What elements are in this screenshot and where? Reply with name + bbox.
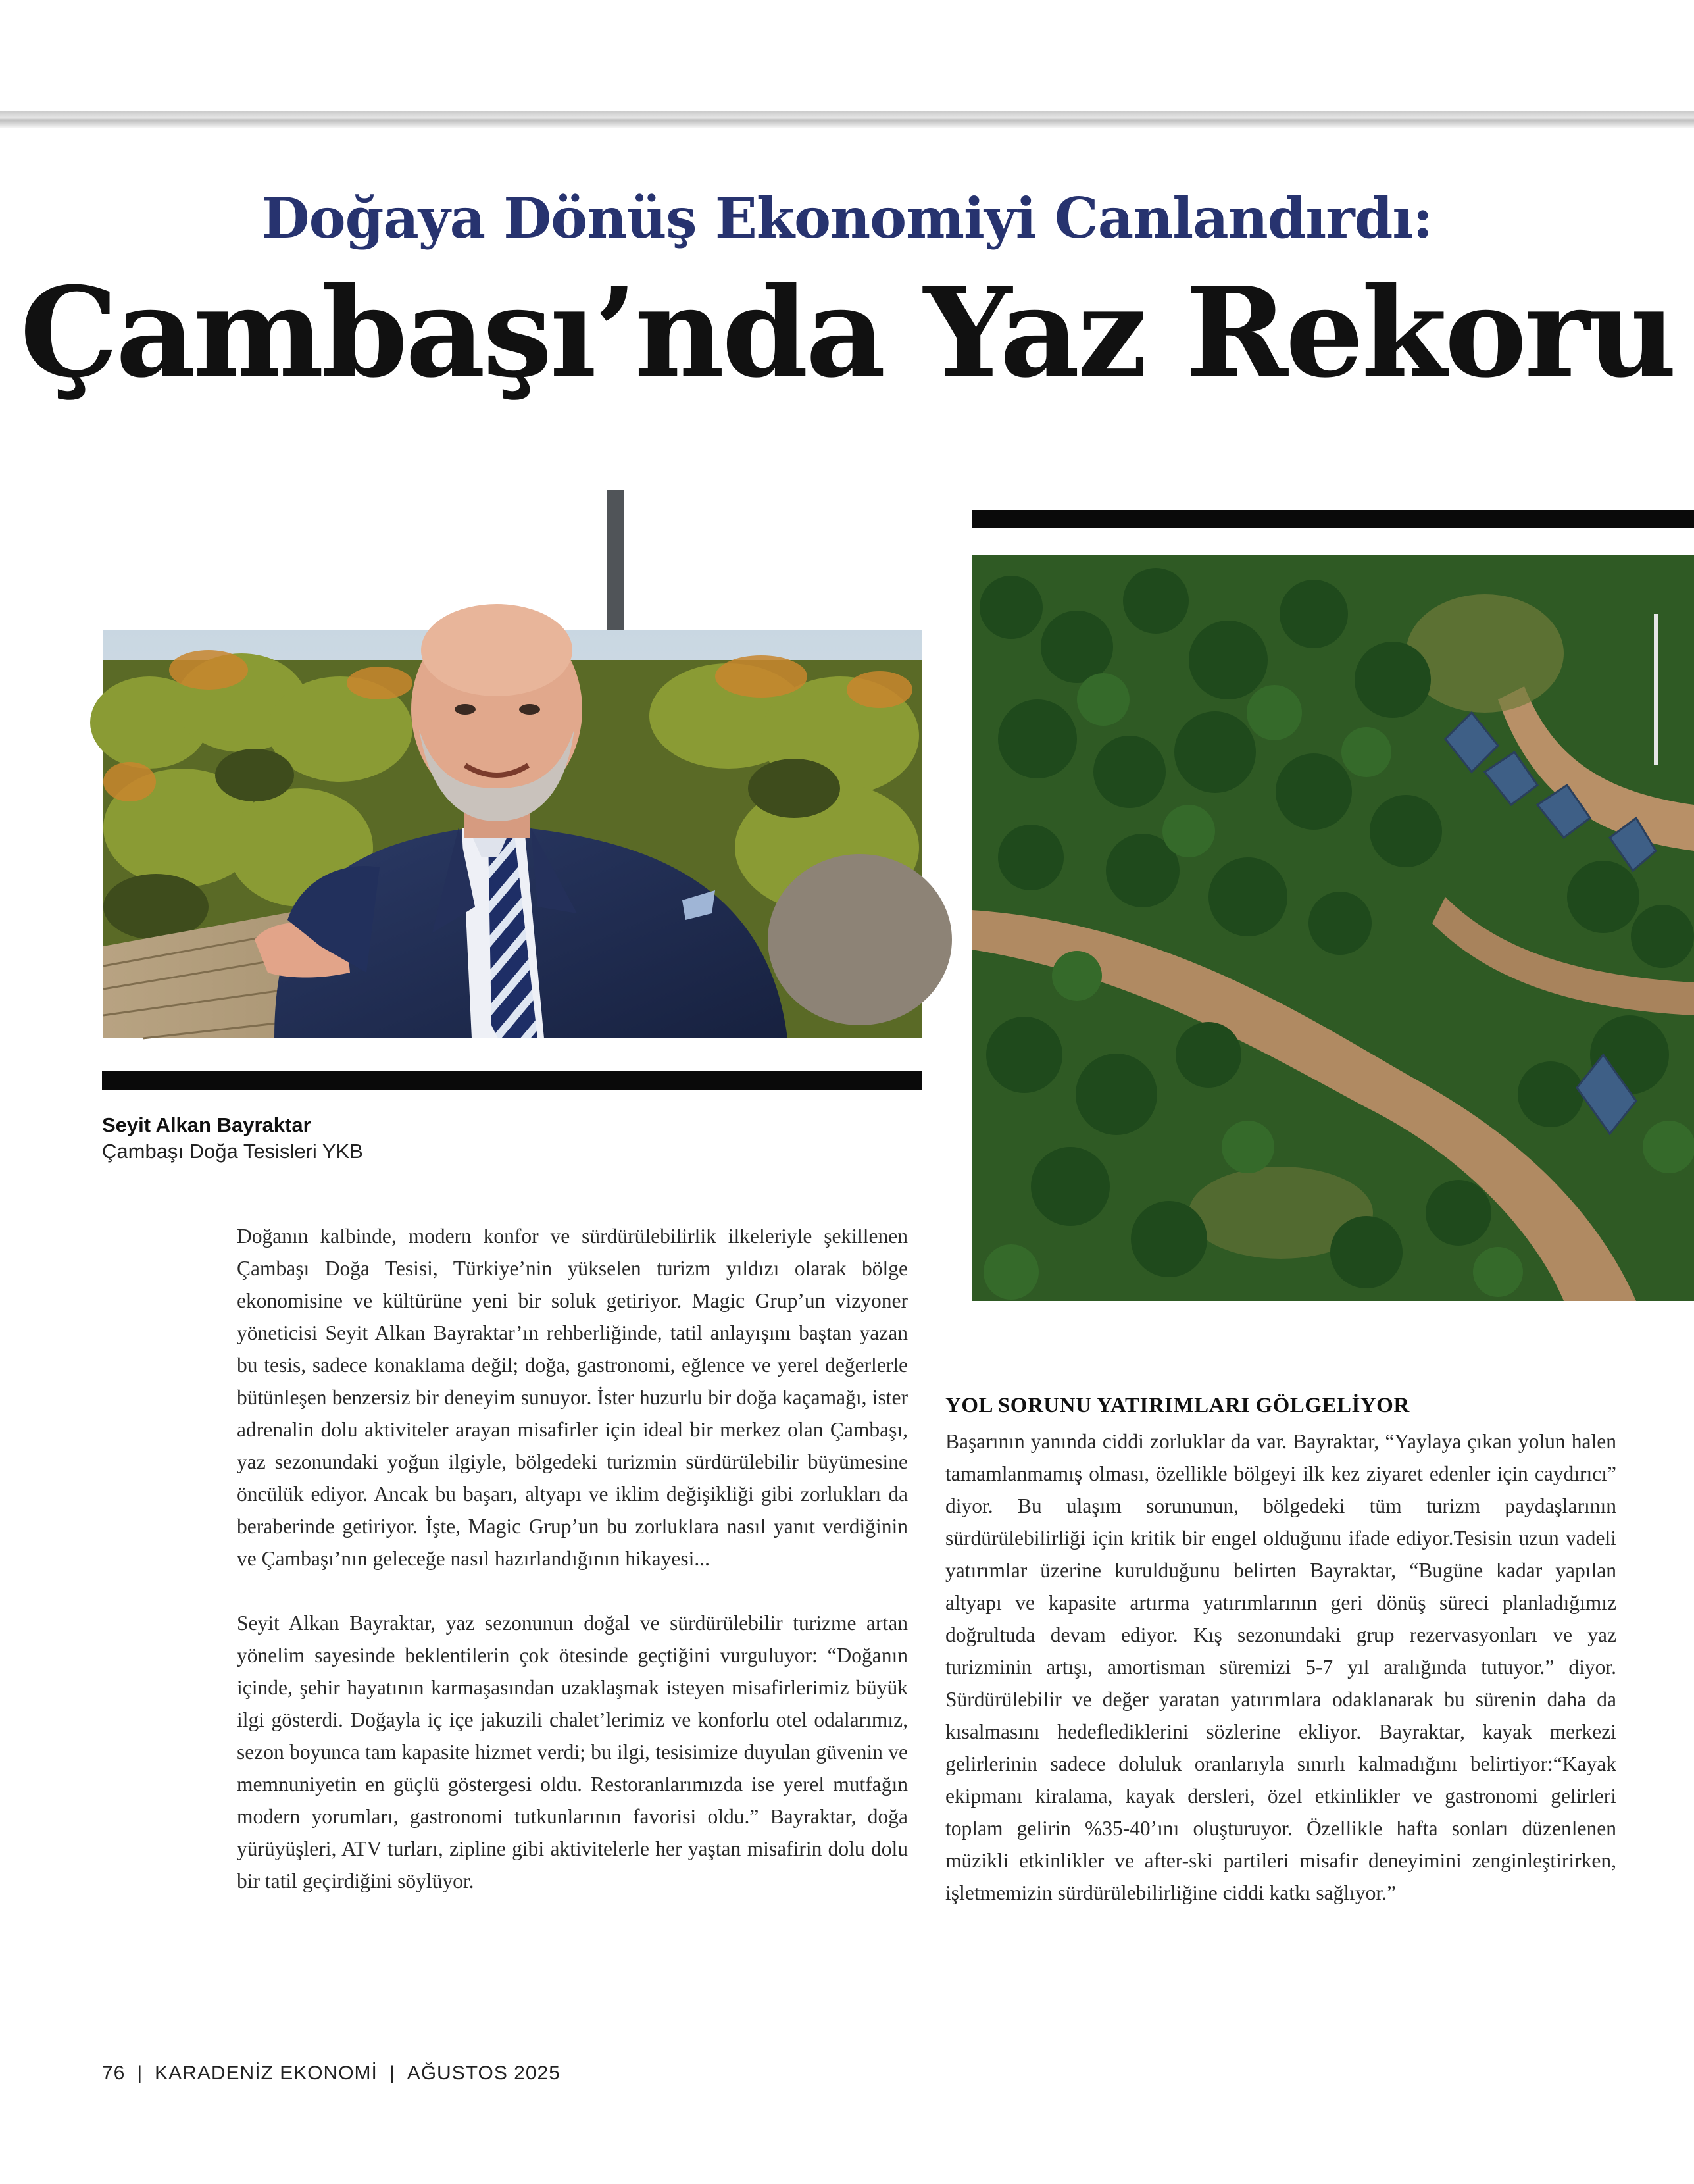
issue-date: AĞUSTOS 2025	[407, 2062, 561, 2084]
article-column-left	[237, 1220, 908, 1897]
photo-rule-right	[972, 510, 1694, 528]
portrait-photo	[103, 630, 922, 1038]
lamp-pole	[607, 490, 624, 632]
aerial-forest-photo	[972, 555, 1694, 1301]
article-paragraph-road: Başarının yanında ciddi zorluklar da var. Bayraktar, “Yaylaya çıkan yolun halen tamamlanmamış olması, özellikle bölgeyi ilk kez ziyaret edenler için caydırıcı” diyor. Bu ulaşım sorununun, bölgedeki tüm turizm paydaşlarının sürdürülebilirliği için kritik bir engel olduğunu ifade ediyor.Tesisin uzun vadeli yatırımlar üzerine kurulduğunu belirten Bayraktar, “Bugüne kadar yapılan altyapı ve kapasite artırma yatırımlarının geri dönüş süreci planladığımız doğrultuda devam ediyor. Kış sezonundaki grup rezervasyonları ve yaz turizminin artışı, amortisman süremizi 5-7 yıl aralığında tutuyor.” diyor. Sürdürülebilir ve değer yaratan yatırımlara odaklanarak bu sürenin daha da kısalmasını hedeflediklerini sözlerine ekliyor. Bayraktar, kayak merkezi gelirlerinin sadece doluluk oranlarıyla sınırlı kalmadığını belirtiyor:“Kayak ekipmanı kiralama, kayak dersleri, özel etkinlikler ve gastronomi gelirleri toplam gelirin %35-40’ını oluşturuyor. Özellikle hafta sonları düzenlenen müzikli etkinlikler ve after-ski partileri misafir deneyimini zenginleştirirken, işletmemizin sürdürülebilirliğine ciddi katkı sağlıyor.”	[945, 1430, 1616, 1904]
footer-separator: |	[389, 2062, 395, 2084]
photo-caption-role: Çambaşı Doğa Tesisleri YKB	[102, 1140, 363, 1163]
article-column-right	[945, 1425, 1616, 1909]
page-number: 76	[102, 2062, 126, 2084]
article-paragraph-quote: Seyit Alkan Bayraktar, yaz sezonunun doğal ve sürdürülebilir turizme artan yönelim sayesinde beklentilerin çok ötesinde geçtiğini vurguluyor: “Doğanın içinde, şehir hayatının karmaşasından uzaklaşmak isteyen misafirlerimiz büyük ilgi gösterdi. Doğayla iç içe jakuzili chalet’lerimiz ve konforlu otel odalarımız, sezon boyunca tam kapasite hizmet verdi; bu ilgi, tesisimize duyulan güvenin ve memnuniyetin en güçlü göstergesi oldu. Restoranlarımızda ise yerel mutfağın modern yorumları, gastronomi tutkunlarının favorisi oldu.” Bayraktar, doğa yürüyüşleri, ATV turları, zipline gibi aktivitelerle her yaştan misafirin dolu dolu bir tatil geçirdiğini söylüyor.	[237, 1612, 908, 1892]
top-rule	[0, 111, 1694, 128]
photo-caption-name: Seyit Alkan Bayraktar	[102, 1113, 311, 1136]
page-footer	[102, 2062, 561, 2085]
magazine-name: KARADENİZ EKONOMİ	[155, 2062, 378, 2084]
photo-rule-left	[102, 1071, 922, 1090]
headline-kicker: Doğaya Dönüş Ekonomiyi Canlandırdı:	[261, 186, 1433, 251]
article-paragraph-intro: Doğanın kalbinde, modern konfor ve sürdürülebilirlik ilkeleriyle şekillenen Çambaşı Doğa Tesisi, Türkiye’nin yükselen turizm yıldızı olarak bölge ekonomisine ve kültürüne yeni bir soluk getiriyor. Magic Grup’un vizyoner yöneticisi Seyit Alkan Bayraktar’ın rehberliğinde, tatil anlayışını baştan yazan bu tesis, sadece konaklama değil; doğa, gastronomi, eğlence ve yerel değerlerle bütünleşen benzersiz bir deneyim sunuyor. İster huzurlu bir doğa kaçamağı, ister adrenalin dolu aktiviteler arayan misafirler için ideal bir merkez olan Çambaşı, yaz sezonundaki yoğun ilgiyle, bölgedeki turizmin sürdürülebilir büyümesine öncülük ediyor. Ancak bu başarı, altyapı ve iklim değişikliği gibi zorlukları da beraberinde getiriyor. İşte, Magic Grup’un bu zorluklara nasıl yanıt verdiğinin ve Çambaşı’nın geleceğe nasıl hazırlandığının hikayesi...	[237, 1225, 908, 1570]
footer-separator: |	[137, 2062, 143, 2084]
section-subhead: YOL SORUNU YATIRIMLARI GÖLGELİYOR	[945, 1394, 1410, 1417]
headline: Çambaşı’nda Yaz Rekoru	[20, 260, 1674, 405]
